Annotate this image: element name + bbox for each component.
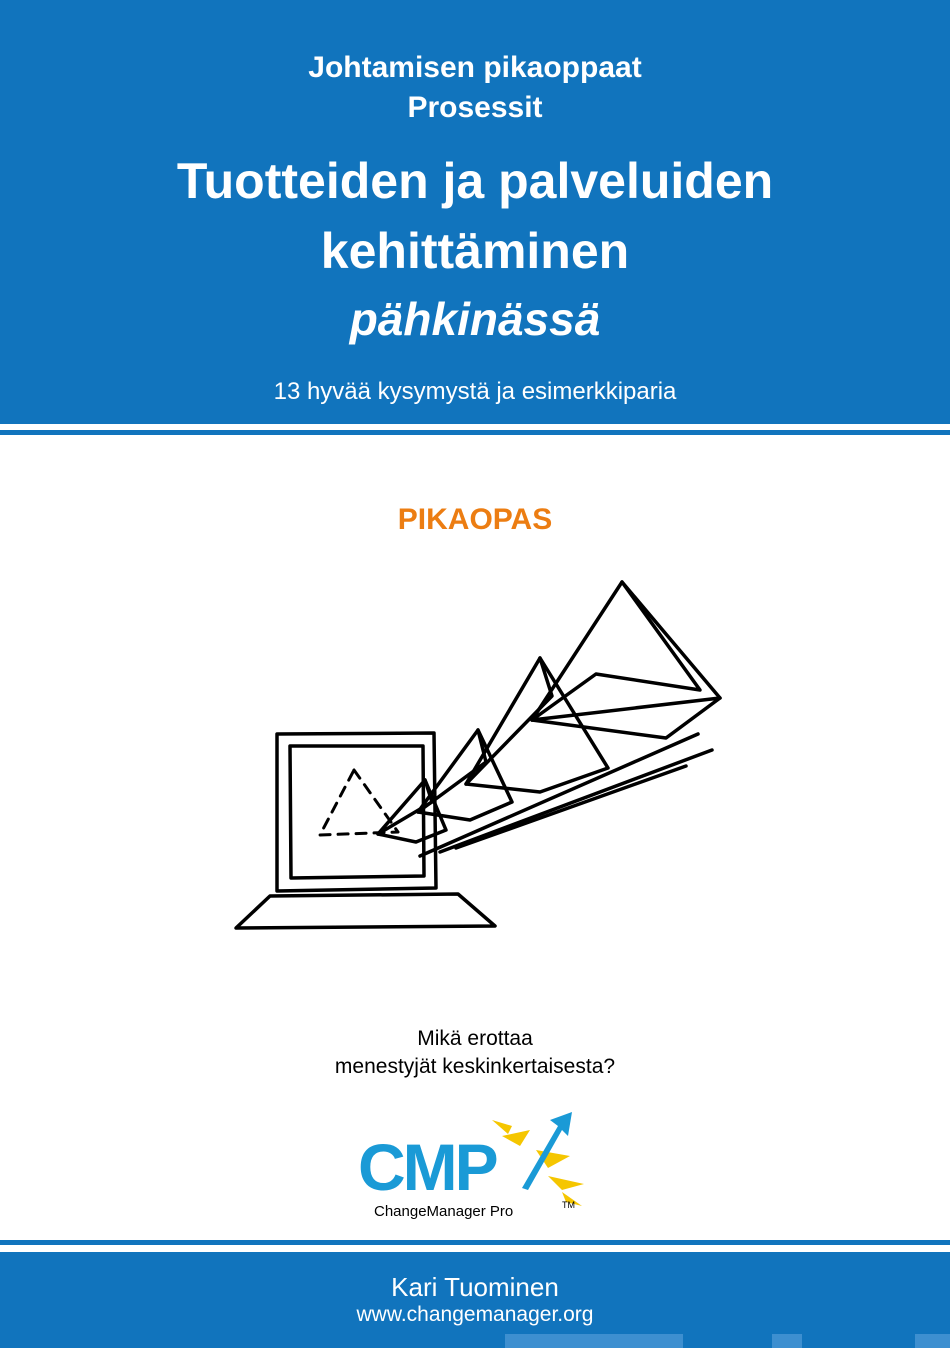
footer-divider (0, 1240, 950, 1245)
computer-with-pyramids-illustration (220, 570, 740, 940)
header-divider (0, 430, 950, 435)
series-title (0, 48, 950, 128)
badge-label: PIKAOPAS (397, 503, 553, 536)
footer-stripe (915, 1334, 950, 1348)
footer-stripe (505, 1334, 683, 1348)
website-url: www.changemanager.org (356, 1303, 594, 1326)
tagline-line-1: Mikä erottaa (417, 1027, 533, 1050)
logo-trademark: TM (562, 1200, 575, 1210)
logo-letters: CMP (358, 1130, 496, 1204)
book-title (0, 146, 950, 286)
series-line-2: Prosessit (407, 91, 543, 124)
cmp-logo-mark (352, 1106, 602, 1226)
tagline-line-2: menestyjät keskinkertaisesta? (334, 1055, 616, 1078)
subtitle: 13 hyvää kysymystä ja esimerkkiparia (273, 378, 677, 405)
title-line-1: Tuotteiden ja palveluiden (176, 153, 774, 209)
author-name: Kari Tuominen (391, 1272, 559, 1302)
tagline (0, 1025, 950, 1081)
title-line-3: pähkinässä (349, 293, 601, 345)
footer-stripe (772, 1334, 802, 1348)
series-line-1: Johtamisen pikaoppaat (308, 51, 642, 84)
title-line-2: kehittäminen (320, 223, 630, 279)
logo-name: ChangeManager Pro (374, 1203, 514, 1220)
